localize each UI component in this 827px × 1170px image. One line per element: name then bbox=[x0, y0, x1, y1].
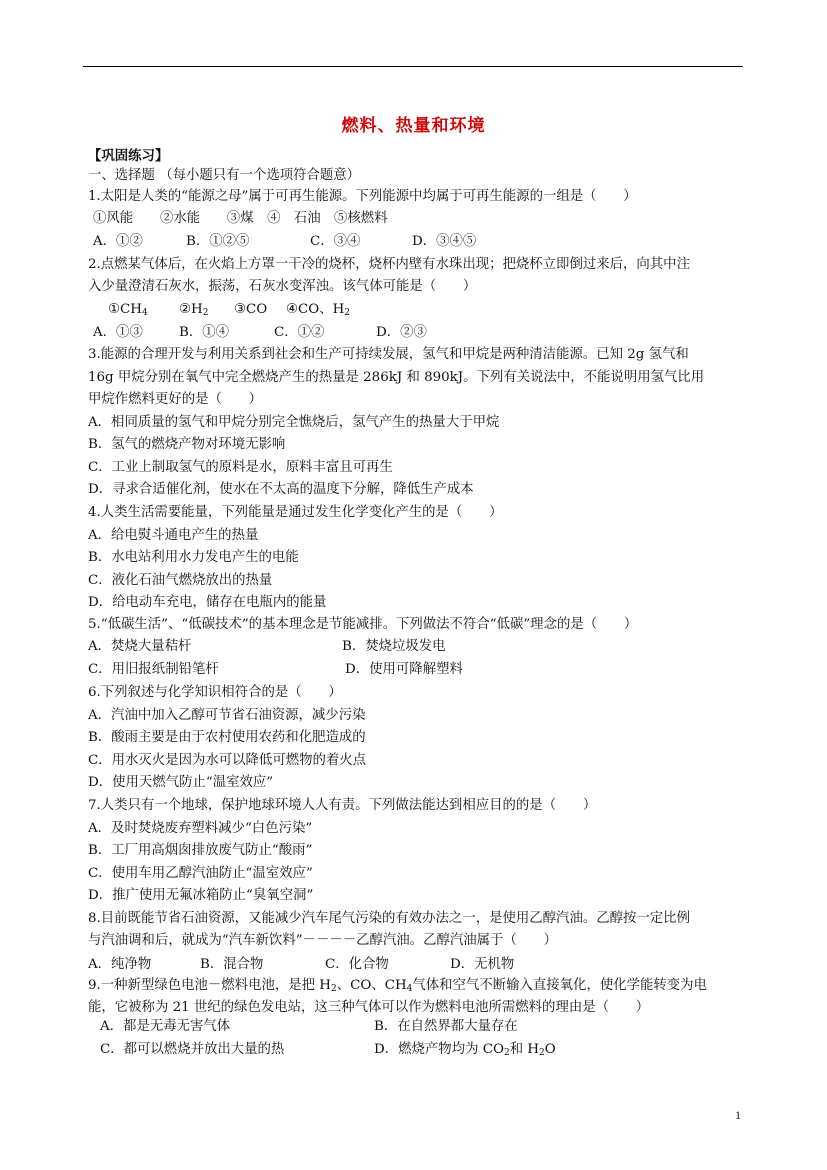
q1-option-d: D．③④⑤ bbox=[412, 234, 477, 249]
q9-option-c: C．都可以燃烧并放出大量的热 bbox=[100, 1042, 285, 1057]
q1-option-a: A．①② bbox=[93, 234, 143, 249]
q6-option-d: D．使用天燃气防止“温室效应” bbox=[88, 775, 274, 790]
q9-option-d: D．燃烧产物均为 $CO_2$和 $H_2O$ bbox=[374, 1042, 556, 1058]
q8-option-b: B．混合物 bbox=[200, 957, 264, 972]
q1-stem: 1.太阳是人类的“能源之母”属于可再生能源。下列能源中均属于可再生能源的一组是（ ） bbox=[88, 189, 637, 204]
q7-stem: 7.人类只有一个地球，保护地球环境人人有责。下列做法能达到相应目的的是（ ） bbox=[88, 798, 597, 813]
q4-option-a: A．给电熨斗通电产生的热量 bbox=[88, 528, 259, 543]
q1-option-c: C．③④ bbox=[310, 234, 361, 249]
page-title: 燃料、热量和环境 bbox=[341, 116, 486, 136]
q8-option-c: C．化合物 bbox=[325, 957, 389, 972]
q4-option-d: D．给电动车充电，储存在电瓶内的能量 bbox=[88, 595, 327, 610]
q1-option-b: B．①②⑤ bbox=[186, 234, 250, 249]
q6-option-a: A．汽油中加入乙醇可节省石油资源，减少污染 bbox=[88, 708, 366, 723]
q4-option-c: C．液化石油气燃烧放出的热量 bbox=[88, 573, 273, 588]
q7-option-a: A．及时焚烧废弃塑料减少“白色污染” bbox=[88, 821, 313, 836]
q8-option-d: D．无机物 bbox=[450, 957, 515, 972]
q4-option-b: B．水电站利用水力发电产生的电能 bbox=[88, 550, 299, 565]
q9-stem-line1: 9.一种新型绿色电池－燃料电池，是把 $H_2$、CO、$CH_4$气体和空气不断输入直接氧化，使化学能转变为电 bbox=[88, 978, 707, 994]
q3-stem-line1: 3.能源的合理开发与利用关系到社会和生产可持续发展，氢气和甲烷是两种清洁能源。已知 2g 氢气和 bbox=[88, 347, 689, 362]
section-heading: 【巩固练习】 bbox=[88, 148, 169, 164]
q3-stem-line2: 16g 甲烷分别在氧气中完全燃烧产生的热量是 286kJ 和 890kJ。下列有关说法中，不能说明用氢气比用 bbox=[88, 370, 705, 385]
q9-stem-line2: 能，它被称为 21 世纪的绿色发电站，这三种气体可以作为燃料电池所需燃料的理由是（ ） bbox=[88, 1000, 650, 1015]
q8-option-a: A．纯净物 bbox=[88, 957, 152, 972]
q3-option-d: D．寻求合适催化剂，使水在不太高的温度下分解，降低生产成本 bbox=[88, 482, 474, 497]
q2-option-c: C．①② bbox=[274, 325, 325, 340]
q5-option-a: A．焚烧大量秸杆 bbox=[88, 639, 192, 654]
q2-item-4: ④CO、$H_2$ bbox=[286, 302, 351, 318]
q5-option-b: B．焚烧垃圾发电 bbox=[342, 639, 446, 654]
part-heading: 一、选择题 （每小题只有一个选项符合题意） bbox=[88, 168, 361, 183]
q9-option-b: B．在自然界都大量存在 bbox=[374, 1019, 518, 1034]
q2-stem-line1: 2.点燃某气体后，在火焰上方罩一干冷的烧杯，烧杯内壁有水珠出现；把烧杯立即倒过来后，向其中注 bbox=[88, 257, 690, 272]
q2-item-1: $①CH_4$ bbox=[108, 302, 148, 318]
q2-item-3: ③CO bbox=[234, 302, 268, 317]
q2-stem-line2: 入少量澄清石灰水，振荡，石灰水变浑浊。该气体可能是（ ） bbox=[88, 279, 477, 294]
q3-option-c: C．工业上制取氢气的原料是水，原料丰富且可再生 bbox=[88, 460, 393, 475]
q2-option-b: B．①④ bbox=[179, 325, 230, 340]
page-number: 1 bbox=[735, 1108, 741, 1122]
q1-items: ①风能 ②水能 ③煤 ④ 石油 ⑤核燃料 bbox=[93, 211, 388, 226]
q5-option-d: D．使用可降解塑料 bbox=[345, 662, 463, 677]
q8-stem-line2: 与汽油调和后，就成为“汽车新饮料”－－－－乙醇汽油。乙醇汽油属于（ ） bbox=[88, 933, 557, 948]
header-rule bbox=[83, 66, 743, 67]
q5-stem: 5.“低碳生活”、“低碳技术”的基本理念是节能减排。下列做法不符合“低碳”理念的是（ ） bbox=[88, 617, 638, 632]
q8-stem-line1: 8.目前既能节省石油资源，又能减少汽车尾气污染的有效办法之一，是使用乙醇汽油。乙醇按一定比例 bbox=[88, 911, 690, 926]
q6-option-b: B．酸雨主要是由于农村使用农药和化肥造成的 bbox=[88, 730, 366, 745]
q3-option-b: B．氢气的燃烧产物对环境无影响 bbox=[88, 437, 286, 452]
q6-stem: 6.下列叙述与化学知识相符合的是（ ） bbox=[88, 685, 342, 700]
q2-option-a: A．①③ bbox=[93, 325, 143, 340]
q2-item-2: $②H_2$ bbox=[179, 302, 209, 318]
q3-option-a: A．相同质量的氢气和甲烷分别完全憔烧后，氢气产生的热量大于甲烷 bbox=[88, 415, 500, 430]
q7-option-d: D．推广使用无氟冰箱防止“臭氧空洞” bbox=[88, 888, 314, 903]
q4-stem: 4.人类生活需要能量，下列能量是通过发生化学变化产生的是（ ） bbox=[88, 505, 503, 520]
q9-option-a: A．都是无毒无害气体 bbox=[100, 1019, 231, 1034]
q7-option-c: C．使用车用乙醇汽油防止“温室效应” bbox=[88, 866, 313, 881]
q6-option-c: C．用水灭火是因为水可以降低可燃物的着火点 bbox=[88, 753, 367, 768]
q7-option-b: B．工厂用高烟囱排放废气防止“酸雨” bbox=[88, 843, 313, 858]
q3-stem-line3: 甲烷作燃料更好的是（ ） bbox=[88, 392, 263, 407]
q5-option-c: C．用旧报纸制铅笔杆 bbox=[88, 662, 219, 677]
q2-option-d: D．②③ bbox=[376, 325, 427, 340]
